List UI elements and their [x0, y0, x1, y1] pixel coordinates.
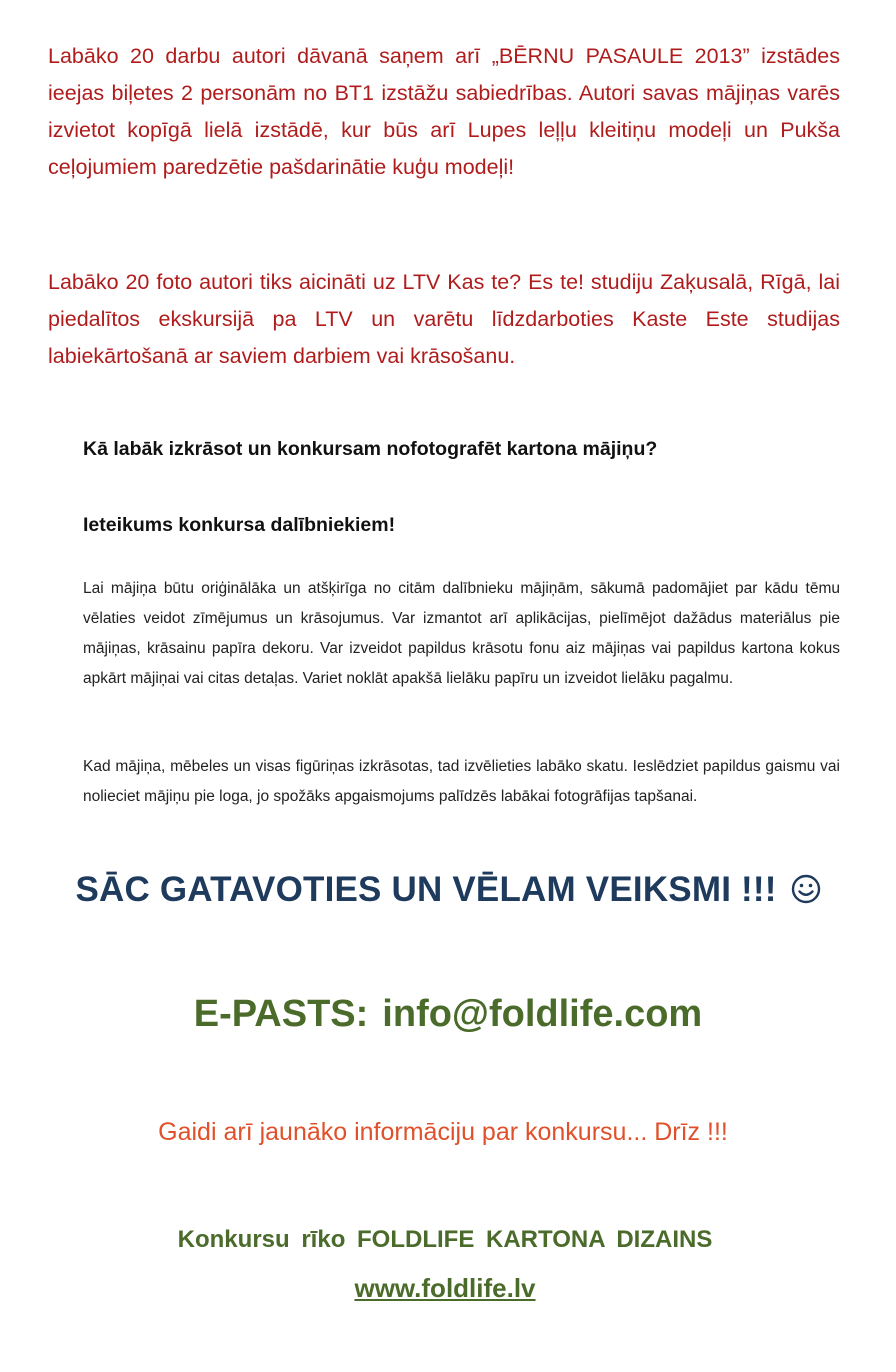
advice-paragraph-decoration: Lai mājiņa būtu oriģinālāka un atšķirīga no citām dalībnieku mājiņām, sākumā padomājiet par kādu tēmu vēlaties veidot zīmējumus un krāsojumus. Var izmantot arī aplikācijas, pielīmējot dažādus materiālus pie mājiņas, krāsainu papīra dekoru. Var izveidot papildus krāsotu fonu aiz mājiņas vai papildus kartona kokus apkārt mājiņai vai citas detaļas. Variet noklāt apakšā lielāku papīru un izveidot lielāku pagalmu. — [83, 580, 840, 687]
email-label: E-PASTS: — [193, 993, 369, 1035]
advice-paragraph-photo: Kad mājiņa, mēbeles un visas figūriņas izkrāsotas, tad izvēlieties labāko skatu. Ieslēdziet papildus gaismu vai nolieciet mājiņu pie loga, jo spožāks apgaismojums palīdzēs labākai fotogrāfijas tapšanai. — [83, 758, 840, 805]
email-line — [0, 993, 896, 1036]
website-link[interactable]: www.foldlife.lv — [354, 1273, 536, 1303]
organizer-line: Konkursu rīko FOLDLIFE KARTONA DIZAINS — [177, 1226, 713, 1253]
news-announcement: Gaidi arī jaunāko informāciju par konkursu... Drīz !!! — [158, 1118, 728, 1146]
slogan-heading — [0, 870, 896, 910]
smiley-face-icon — [791, 873, 821, 903]
prize-ltv-paragraph: Labāko 20 foto autori tiks aicināti uz LTV Kas te? Es te! studiju Zaķusalā, Rīgā, lai piedalītos ekskursijā pa LTV un varētu līdzdarboties Kaste Este studijas labiekārtošanā ar saviem darbiem vai krāsošanu. — [48, 270, 840, 368]
question-heading: Kā labāk izkrāsot un konkursam nofotografēt kartona mājiņu? — [83, 438, 658, 460]
advice-heading: Ieteikums konkursa dalībniekiem! — [83, 514, 396, 536]
prize-exhibition-paragraph: Labāko 20 darbu autori dāvanā saņem arī „BĒRNU PASAULE 2013” izstādes ieejas biļetes 2 personām no BT1 izstāžu sabiedrības. Autori savas mājiņas varēs izvietot kopīgā lielā izstādē, kur būs arī Lupes leļļu kleitiņu modeļi un Pukša ceļojumiem paredzētie pašdarinātie kuģu modeļi! — [48, 44, 840, 179]
slogan-text: SĀC GATAVOTIES UN VĒLAM VEIKSMI !!! — [75, 870, 777, 909]
website-line — [0, 1273, 890, 1304]
email-address[interactable]: info@foldlife.com — [382, 993, 703, 1035]
